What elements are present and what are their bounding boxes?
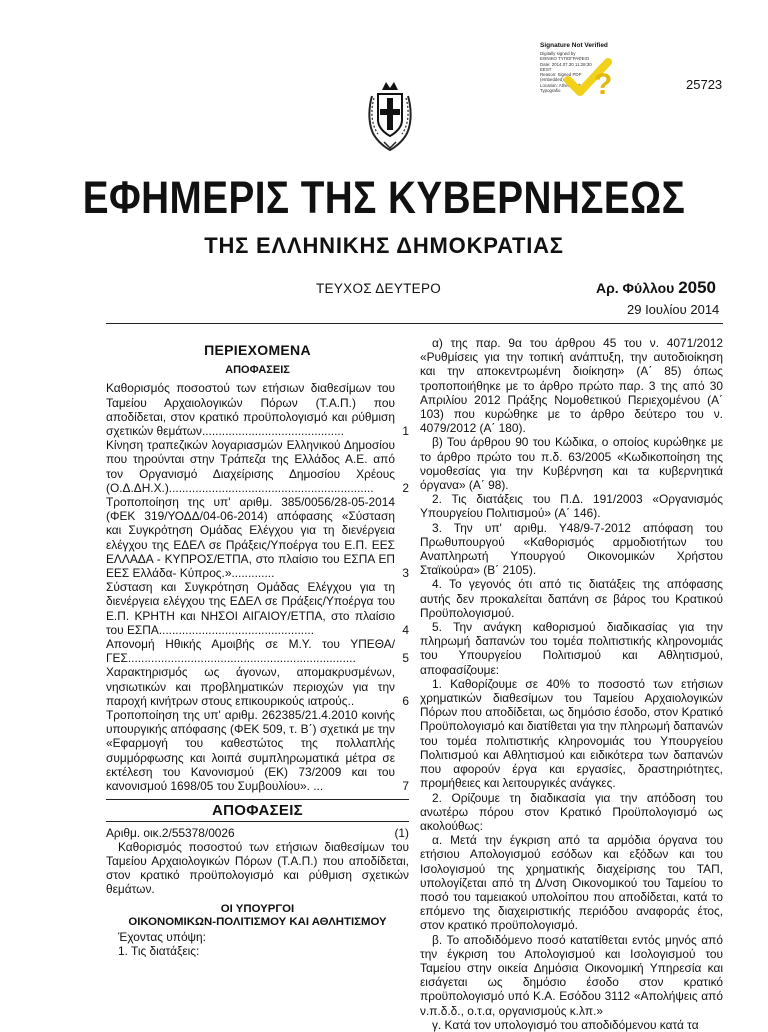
decree-number-text: Αριθμ. οικ.2/55378/0026 <box>106 825 235 840</box>
decree-number <box>106 826 409 840</box>
issue-label: ΤΕΥΧΟΣ ΔΕΥΤΕΡΟ <box>316 281 442 296</box>
issue-date: 29 Ιουλίου 2014 <box>627 302 720 317</box>
signature-line: Date: 2014.07.30 11:28:30 <box>540 61 592 67</box>
toc-item-page: 2 <box>402 480 409 495</box>
toc-item-text: Σύσταση και Συγκρότηση Ομάδας Ελέγχου για τη διενέργεια ελέγχου της ΕΔΕΛ σε Πράξεις/Υποέργα του Ε.Π. ΚΡΗΤΗ και ΝΗΣΟΙ ΑΙΓΑΙΟΥ/ΕΤΠΑ, στο πλαίσιο του ΕΣΠΑ............................................... <box>106 580 395 637</box>
sheet-number-value: 2050 <box>678 278 717 297</box>
signature-line: Location: Athens, Ethniko <box>540 82 590 88</box>
toc-item-page: 5 <box>402 651 409 666</box>
paragraph: α) της παρ. 9α του άρθρου 45 του ν. 4071/2012 «Ρυθμίσεις για την τοπική ανάπτυξη, την αυτοδιοίκηση και την αποκεντρωμένη διοίκηση» (Α΄ 85) όπως τροποποιήθηκε με το άρθρο πρώτο παρ. 3 της από 30 Απριλίου 2012 Πράξης Νομοθετικού Περιεχομένου (Α΄ 103) που κυρώθηκε με το άρθρο δεύτερο του ν. 4079/2012 (Α΄ 180). <box>420 336 723 436</box>
paragraph: β. Το αποδιδόμενο ποσό κατατίθεται εντός μηνός από την έγκριση του Απολογισμού και Ισολογισμού του Ταμείου στην οικεία Δημόσια Οικονομική Υπηρεσία και εισάγεται ως δημόσιο έσοδο στον κρατικό προϋπολογισμό υπό Κ.Α. Εσόδου 3112 «Απολήψεις από ν.π.δ.δ., ο.τ.α, οργανισμούς κ.λπ.» <box>420 932 723 1018</box>
toc-item[interactable] <box>106 495 409 580</box>
toc-item-text: Τροποποίηση της υπ' αριθμ. 262385/21.4.2010 κοινής υπουργικής απόφασης (ΦΕΚ 509, τ. Β΄) σχετικά με την «Εφαρμογή του καθεστώτος της πολλαπλής συμμόρφωσης και λοιπά συμπληρωματικά μέτρα σε εκτέλεση του Κανονισμού (ΕΚ) 73/2009 και του κανονισμού 1698/05 του Συμβουλίου». ... <box>106 708 395 794</box>
signature-line: EEST <box>540 66 552 72</box>
considering-line: Έχοντας υπόψη: <box>118 929 206 944</box>
toc-item-page: 4 <box>402 622 409 637</box>
gazette-subtitle: ΤΗΣ ΕΛΛΗΝΙΚΗΣ ΔΗΜΟΚΡΑΤΙΑΣ <box>204 233 564 258</box>
contents-title: ΠΕΡΙΕΧΟΜΕΝΑ <box>204 342 311 358</box>
signature-title: Signature Not Verified <box>540 42 608 49</box>
paragraph: γ. Κατά τον υπολογισμό του αποδιδόμενου κατά τα <box>432 1017 699 1032</box>
toc-item-page: 3 <box>402 566 409 581</box>
provisions-line: 1. Τις διατάξεις: <box>118 943 200 958</box>
header-divider <box>106 323 723 324</box>
greek-coat-of-arms-icon <box>364 76 416 152</box>
paragraph: 1. Καθορίζουμε σε 40% το ποσοστό των ετήσιων χρηματικών διαθεσίμων του Ταμείου Αρχαιολογικών Πόρων που αποδίδεται, ως δημόσιο έσοδο, στον Κρατικό Προϋπολογισμό και διατίθεται για την πληρωμή δαπανών του τομέα πολιτιστικής κληρονομιάς του Υπουργείου Πολιτισμού και Αθλητισμού και ειδικότερα των δαπανών που αφορούν έργα και εργασίες, δραστηριότητες, προμήθειες και λειτουργικές ανάγκες. <box>420 676 723 791</box>
toc-item[interactable] <box>106 637 409 665</box>
toc-item-text: Καθορισμός ποσοστού των ετήσιων διαθεσίμων του Ταμείου Αρχαιολογικών Πόρων (Τ.Α.Π.) που αποδίδεται, στον κρατικό προϋπολογισμό και ρύθμιση σχετικών θεμάτων........................................... <box>106 381 395 439</box>
toc-item[interactable] <box>106 580 409 637</box>
toc-item-page: 6 <box>402 693 409 708</box>
toc-item[interactable] <box>106 665 409 708</box>
toc-item-text: Κίνηση τραπεζικών λογαριασμών Ελληνικού Δημοσίου που τηρούνται στην Τράπεζα της Ελλάδος Α.Ε. από τον Οργανισμό Διαχείρισης Δημοσίου Χρέους (Ο.Δ.ΔΗ.Χ.).............................................................. <box>106 438 395 495</box>
signature-line: Reason: Signed PDF <box>540 72 582 78</box>
toc-item-page: 7 <box>402 779 409 794</box>
signature-line: ΕΘΝΙΚΟ ΤΥΠΟΓΡΑΦΕΙΟ <box>540 56 590 62</box>
toc-item[interactable] <box>106 381 409 438</box>
paragraph: 2. Τις διατάξεις του Π.Δ. 191/2003 «Οργανισμός Υπουργείου Πολιτισμού» (Α΄ 146). <box>420 492 723 521</box>
sheet-number <box>596 278 716 298</box>
toc-item-text: Απονομή Ηθικής Αμοιβής σε Μ.Υ. του ΥΠΕΘΑ/ΓΕΣ..................................................................... <box>106 637 395 666</box>
signature-check-icon <box>562 52 614 104</box>
paragraph: 5. Την ανάγκη καθορισμού διαδικασίας για την πληρωμή δαπανών του τομέα πολιτιστικής κληρονομιάς του Υπουργείου Πολιτισμού και Αθλητισμού, αποφασίζουμε: <box>420 620 723 677</box>
decree-index: (1) <box>394 825 409 840</box>
paragraph: 3. Την υπ' αριθμ. Υ48/9-7-2012 απόφαση του Πρωθυπουργού «Καθορισμός αρμοδιοτήτων του Αναπληρωτή Υπουργού Οικονομικών Χρήστου Σταϊκούρα» (Β΄ 2105). <box>420 520 723 578</box>
toc-item-page: 1 <box>402 424 409 439</box>
decisions-header: ΑΠΟΦΑΣΕΙΣ <box>106 799 409 821</box>
paragraph: 2. Ορίζουμε τη διαδικασία για την απόδοση του ανωτέρω πόρου στον Κρατικό Προϋπολογισμό ως ακολούθως: <box>420 790 723 833</box>
paragraph: 4. Το γεγονός ότι από τις διατάξεις της απόφασης αυτής δεν προκαλείται δαπάνη σε βάρος του Κρατικού Προϋπολογισμού. <box>420 577 723 620</box>
toc-item[interactable] <box>106 438 409 495</box>
signature-line: Digitally signed by <box>540 51 576 56</box>
decree-title: Καθορισμός ποσοστού των ετήσιων διαθεσίμων του Ταμείου Αρχαιολογικών Πόρων (Τ.Α.Π.) που αποδίδεται, στον κρατικό προϋπολογισμό και ρύθμιση σχετικών θεμάτων. <box>106 839 409 897</box>
table-of-contents <box>106 381 409 793</box>
paragraph: α. Μετά την έγκριση από τα αρμόδια όργανα του ετήσιου Απολογισμού εσόδων και εξόδων και του Ισολογισμού της χρηματικής διαχείρισης του ΤΑΠ, υπολογίζεται από τη Δ/νση Οικονομικού του Ταμείου το ποσό του ταμειακού υπολοίπου που αποδίδεται, κατά το επόμενο της διαχειριστικής περιόδου αναφοράς έτος, στον κρατικό προϋπολογισμό. <box>420 833 723 933</box>
svg-text:?: ? <box>594 68 613 101</box>
paragraph: β) Του άρθρου 90 του Κώδικα, ο οποίος κυρώθηκε με το άρθρο πρώτο του π.δ. 63/2005 «Κωδικοποίηση της νομοθεσίας για την Κυβέρνηση και τα κυβερνητικά όργανα» (Α΄ 98). <box>420 435 723 493</box>
toc-item-text: Τροποποίηση της υπ' αριθμ. 385/0056/28-05-2014 (ΦΕΚ 319/ΥΟΔΔ/04-06-2014) απόφασης «Σύσταση και Συγκρότηση Ομάδας Ελέγχου για τη διενέργεια ελέγχου της ΕΔΕΛ σε Πράξεις/Υποέργα του Ε.Π. ΕΕΣ ΕΛΛΑΔΑ - ΚΥΠΡΟΣ/ΕΤΠΑ, στο πλαίσιο του ΕΣΠΑ ΕΠ ΕΕΣ Ελλάδα- Κύπρος.»............. <box>106 495 395 581</box>
signature-line: Typografio <box>540 88 561 94</box>
page-number: 25723 <box>686 77 723 92</box>
ministers-line: ΟΙΚΟΝΟΜΙΚΩΝ-ΠΟΛΙΤΙΣΜΟΥ ΚΑΙ ΑΘΛΗΤΙΣΜΟΥ <box>128 916 387 929</box>
sheet-label: Αρ. Φύλλου <box>596 280 675 296</box>
toc-item[interactable] <box>106 708 409 793</box>
toc-item-text: Χαρακτηρισμός ως άγονων, απομακρυσμένων, νησιωτικών και προβληματικών περιοχών για την παροχή κινήτρων στους επικουρικούς ιατρούς.. <box>106 665 395 708</box>
right-column <box>420 336 723 1032</box>
signature-line: (embedded) <box>540 77 564 83</box>
ministers-line: ΟΙ ΥΠΟΥΡΓΟΙ <box>220 902 295 915</box>
left-column <box>106 341 409 958</box>
gazette-masthead: ΕΦΗΜΕΡΙΣ ΤΗΣ ΚΥΒΕΡΝΗΣΕΩΣ <box>82 172 686 223</box>
digital-signature-stamp <box>540 42 630 116</box>
contents-subtitle: ΑΠΟΦΑΣΕΙΣ <box>225 364 290 377</box>
